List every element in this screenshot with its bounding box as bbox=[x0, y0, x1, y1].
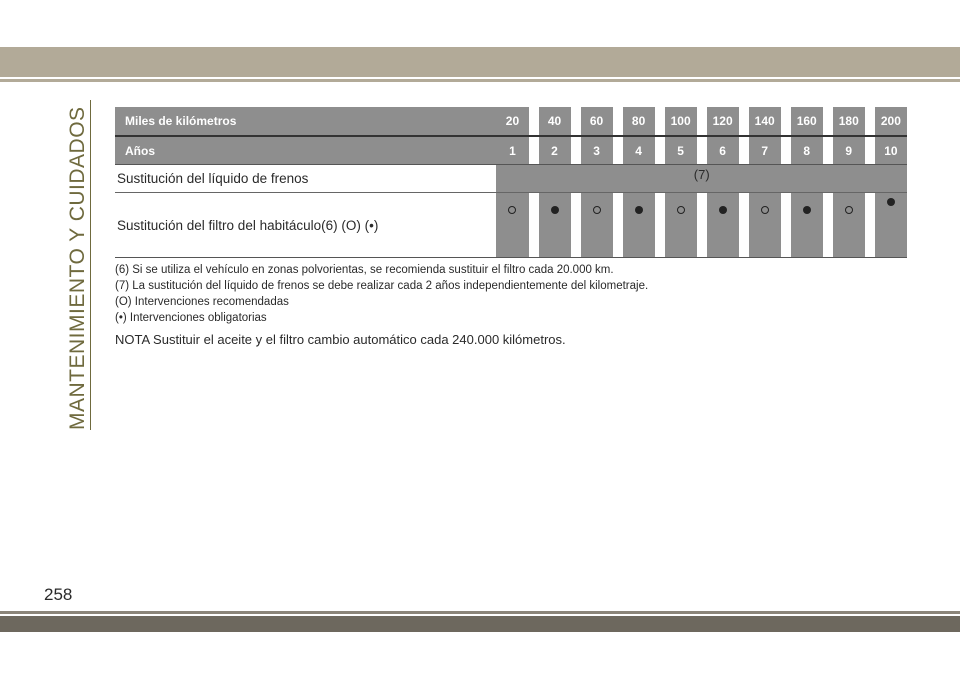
footnote-recommended: (O) Intervenciones recomendadas bbox=[115, 296, 289, 308]
recommended-circle-icon bbox=[508, 206, 516, 214]
km-value: 120 bbox=[707, 107, 739, 136]
header-km-label: Miles de kilómetros bbox=[115, 107, 496, 136]
year-value: 10 bbox=[875, 136, 907, 165]
km-value: 160 bbox=[791, 107, 823, 136]
recommended-circle-icon bbox=[677, 206, 685, 214]
year-value: 9 bbox=[833, 136, 865, 165]
mandatory-dot-icon bbox=[635, 206, 643, 214]
km-value: 40 bbox=[539, 107, 571, 136]
footnote-mandatory: (•) Intervenciones obligatorias bbox=[115, 312, 267, 324]
page-number: 258 bbox=[44, 585, 73, 604]
maintenance-table bbox=[115, 107, 907, 258]
footnotes bbox=[115, 262, 915, 349]
year-value: 4 bbox=[623, 136, 655, 165]
year-value: 1 bbox=[496, 136, 528, 165]
table-row-cabin-filter bbox=[115, 193, 907, 258]
footnote-6: (6) Si se utiliza el vehículo en zonas polvorientas, se recomienda sustituir el filtro cada 20.000 km. bbox=[115, 264, 614, 276]
year-value: 2 bbox=[539, 136, 571, 165]
header-years-label: Años bbox=[115, 136, 496, 165]
km-value: 200 bbox=[875, 107, 907, 136]
year-value: 8 bbox=[791, 136, 823, 165]
km-value: 180 bbox=[833, 107, 865, 136]
section-title: MANTENIMIENTO Y CUIDADOS bbox=[66, 106, 89, 430]
top-decorative-band bbox=[0, 47, 960, 77]
top-divider bbox=[0, 79, 960, 82]
mandatory-dot-icon bbox=[719, 206, 727, 214]
km-value: 100 bbox=[665, 107, 697, 136]
section-title-rule bbox=[90, 100, 91, 430]
recommended-circle-icon bbox=[761, 206, 769, 214]
year-value: 7 bbox=[749, 136, 781, 165]
year-value: 5 bbox=[665, 136, 697, 165]
header-row-years bbox=[115, 136, 907, 165]
recommended-circle-icon bbox=[845, 206, 853, 214]
bottom-divider bbox=[0, 611, 960, 614]
header-row-km bbox=[115, 107, 907, 136]
brake-fluid-value: (7) bbox=[496, 165, 907, 193]
mandatory-dot-icon bbox=[551, 206, 559, 214]
cabin-filter-label: Sustitución del filtro del habitáculo(6) (O) (•) bbox=[115, 193, 496, 258]
km-value: 20 bbox=[496, 107, 528, 136]
km-value: 140 bbox=[749, 107, 781, 136]
km-value: 80 bbox=[623, 107, 655, 136]
nota-text: NOTA Sustituir el aceite y el filtro cambio automático cada 240.000 kilómetros. bbox=[115, 332, 566, 347]
mandatory-dot-icon bbox=[803, 206, 811, 214]
km-value: 60 bbox=[581, 107, 613, 136]
recommended-circle-icon bbox=[593, 206, 601, 214]
year-value: 3 bbox=[581, 136, 613, 165]
mandatory-dot-icon bbox=[887, 198, 895, 206]
year-value: 6 bbox=[707, 136, 739, 165]
table-row-brake-fluid bbox=[115, 165, 907, 193]
footnote-7: (7) La sustitución del líquido de frenos se debe realizar cada 2 años independientemente del kilometraje. bbox=[115, 280, 649, 292]
bottom-decorative-band bbox=[0, 616, 960, 632]
brake-fluid-label: Sustitución del líquido de frenos bbox=[115, 165, 496, 193]
